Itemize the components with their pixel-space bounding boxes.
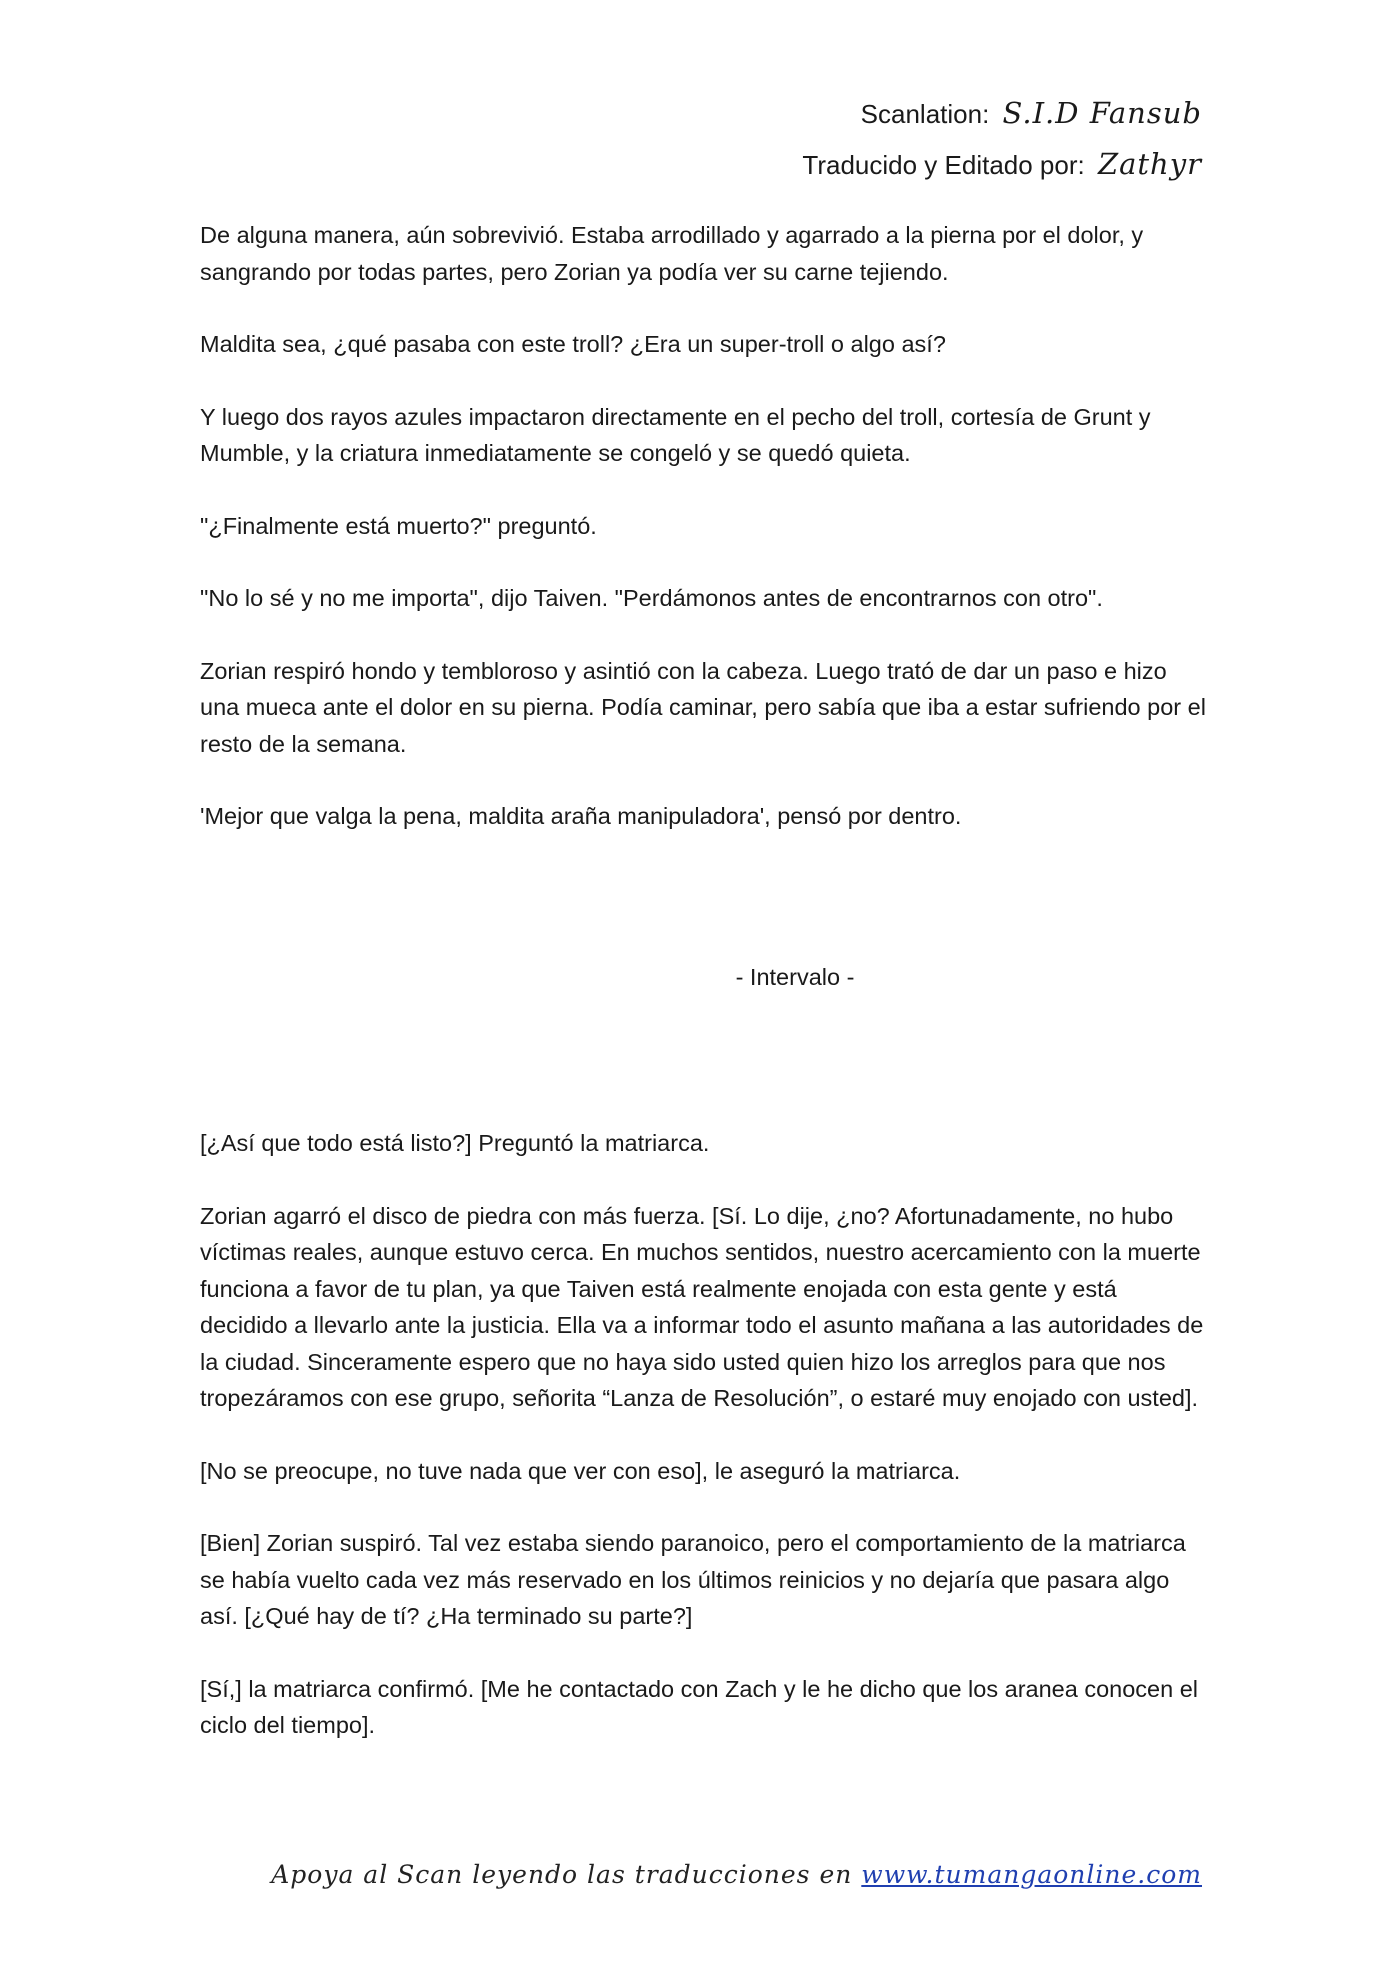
chapter-body <box>200 217 1210 1780</box>
paragraph: "¿Finalmente está muerto?" preguntó. <box>200 512 597 539</box>
translator-name: Zathyr <box>1097 147 1202 181</box>
paragraph: Zorian respiró hondo y tembloroso y asintió con la cabeza. Luego trató de dar un paso e hizo una mueca ante el dolor en su pierna. Podía caminar, pero sabía que iba a estar sufriendo por el resto de la semana. <box>200 657 1206 757</box>
scanlation-label: Scanlation: <box>860 99 990 129</box>
translator-line <box>802 139 1202 190</box>
footer-link[interactable]: www.tumangaonline.com <box>861 1860 1202 1889</box>
paragraph: [No se preocupe, no tuve nada que ver con eso], le aseguró la matriarca. <box>200 1457 961 1484</box>
paragraph: De alguna manera, aún sobrevivió. Estaba arrodillado y agarrado a la pierna por el dolor, y sangrando por todas partes, pero Zorian ya podía ver su carne tejiendo. <box>200 222 1144 285</box>
footer-text: Apoya al Scan leyendo las traducciones en <box>271 1860 853 1889</box>
paragraph: [Bien] Zorian suspiró. Tal vez estaba siendo paranoico, pero el comportamiento de la matriarca se había vuelto cada vez más reservado en los últimos reinicios y no dejaría que pasara algo así. [¿Qué hay de tí? ¿Ha terminado su parte?] <box>200 1530 1186 1629</box>
paragraph: Zorian agarró el disco de piedra con más fuerza. [Sí. Lo dije, ¿no? Afortunadamente, no hubo víctimas reales, aunque estuvo cerca. En muchos sentidos, nuestro acercamiento con la muerte funciona a favor de tu plan, ya que Taiven está realmente enojada con esta gente y está decidido a llevarlo ante la justicia. Ella va a informar todo el asunto mañana a las autoridades de la ciudad. Sinceramente espero que no haya sido usted quien hizo los arreglos para que nos tropezáramos con ese grupo, señorita “Lanza de Resolución”, o estaré muy enojado con usted]. <box>200 1202 1204 1411</box>
scanlation-line <box>802 88 1202 139</box>
paragraph: "No lo sé y no me importa", dijo Taiven. "Perdámonos antes de encontrarnos con otro". <box>200 585 1103 611</box>
credits-header <box>802 88 1202 190</box>
paragraph: [Sí,] la matriarca confirmó. [Me he contactado con Zach y le he dicho que los aranea conocen el ciclo del tiempo]. <box>200 1675 1198 1738</box>
footer-note <box>271 1860 1202 1889</box>
scanlation-group: S.I.D Fansub <box>1002 96 1202 130</box>
paragraph: Y luego dos rayos azules impactaron directamente en el pecho del troll, cortesía de Grunt y Mumble, y la criatura inmediatamente se congeló y se quedó quieta. <box>200 403 1151 466</box>
paragraph: Maldita sea, ¿qué pasaba con este troll? ¿Era un super-troll o algo así? <box>200 331 946 357</box>
translator-label: Traducido y Editado por: <box>802 150 1085 180</box>
section-break: - Intervalo - <box>735 963 855 990</box>
paragraph: 'Mejor que valga la pena, maldita araña manipuladora', pensó por dentro. <box>200 803 962 829</box>
paragraph: [¿Así que todo está listo?] Preguntó la matriarca. <box>200 1130 710 1156</box>
